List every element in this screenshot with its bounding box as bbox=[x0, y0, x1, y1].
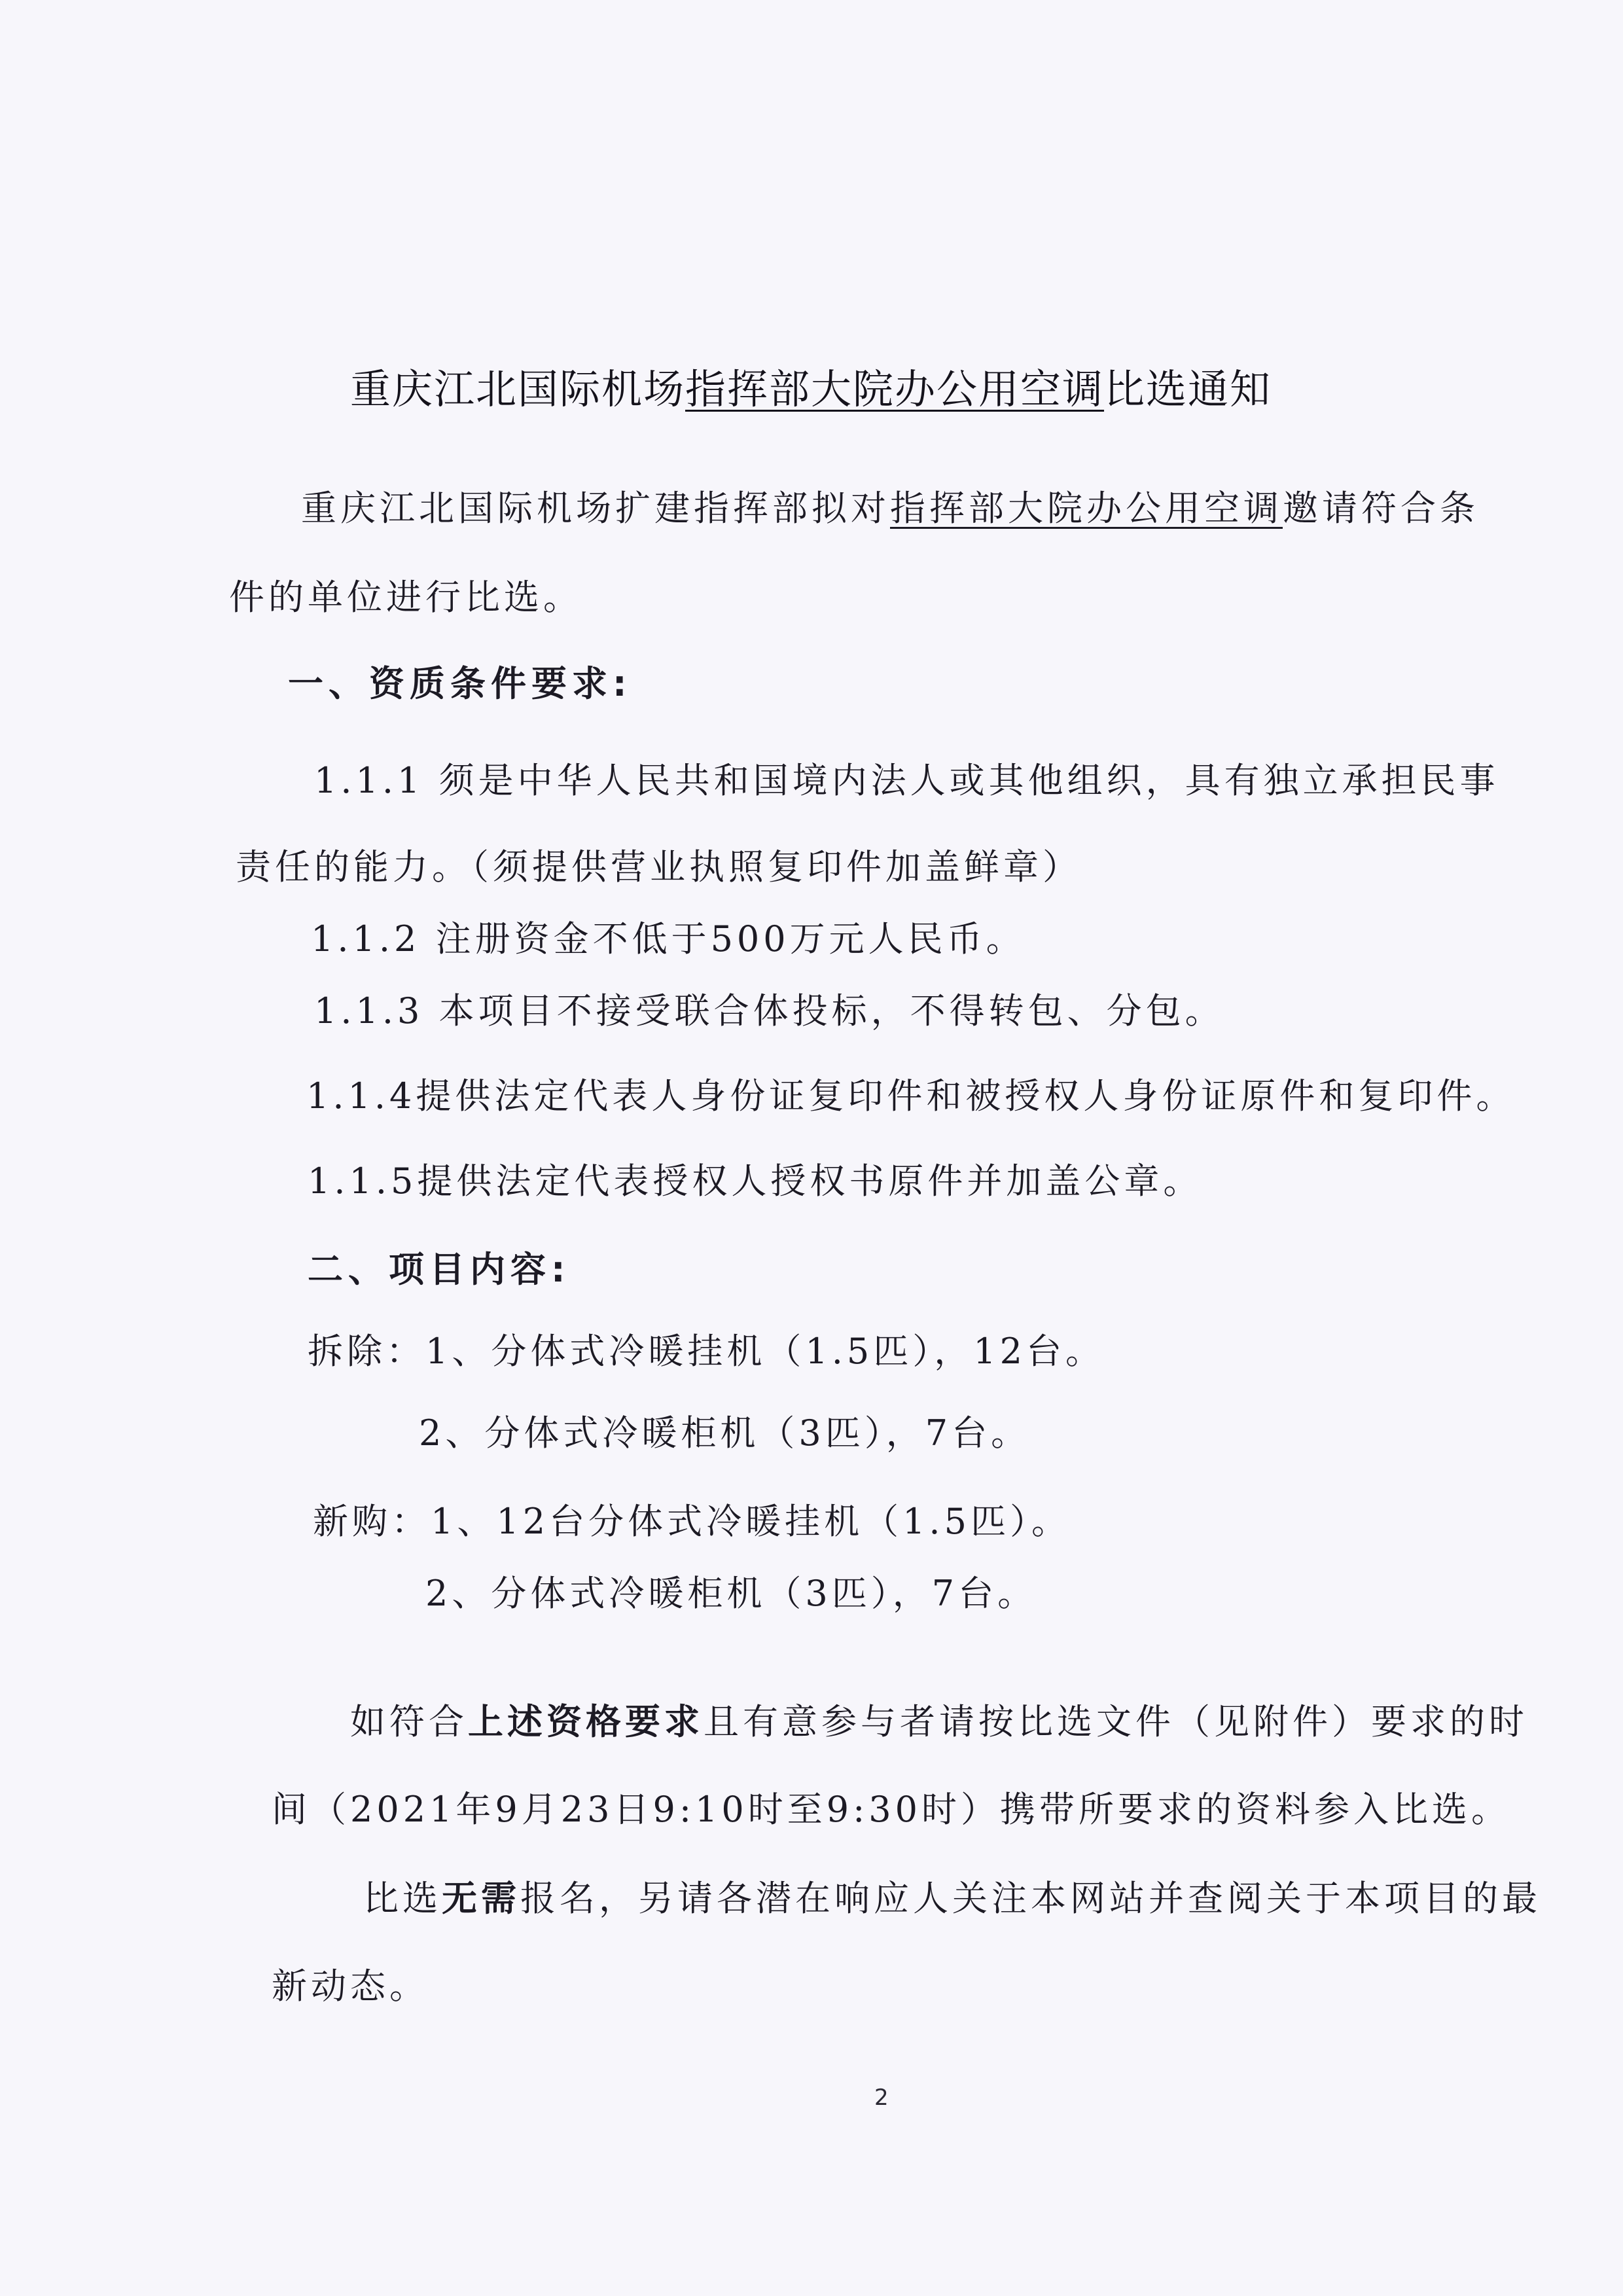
remove-item-1: 拆除：1、分体式冷暖挂机（1.5匹），12台。 bbox=[308, 1331, 1105, 1372]
title-part-2-underlined: 指挥部大院办公用空调 bbox=[685, 365, 1105, 413]
section-1-heading: 一、资质条件要求: bbox=[288, 663, 632, 704]
title-part-1: 重庆江北国际机场 bbox=[350, 365, 686, 413]
intro-line-1 bbox=[301, 486, 1479, 531]
intro-text-b: 邀请符合条 bbox=[1283, 488, 1479, 529]
paragraph-4-text-b: 报名，另请各潜在响应人关注本网站并查阅关于本项目的最 bbox=[520, 1878, 1541, 1919]
section-2-heading: 二、项目内容: bbox=[308, 1249, 571, 1290]
title-part-3: 比选通知 bbox=[1104, 365, 1272, 413]
intro-text-a: 重庆江北国际机场扩建指挥部拟对 bbox=[301, 488, 890, 529]
paragraph-3-line-1 bbox=[350, 1698, 1528, 1745]
page-number: 2 bbox=[874, 2085, 889, 2111]
paragraph-3-line-2: 间（2021年9月23日9:10时至9:30时）携带所要求的资料参入比选。 bbox=[272, 1789, 1511, 1830]
intro-text-underlined: 指挥部大院办公用空调 bbox=[890, 488, 1283, 529]
document-title bbox=[350, 363, 1272, 416]
paragraph-3-text-bold: 上述资格要求 bbox=[468, 1700, 704, 1742]
requirement-1-1-5: 1.1.5提供法定代表授权人授权书原件并加盖公章。 bbox=[308, 1160, 1203, 1202]
new-purchase-item-2: 2、分体式冷暖柜机（3匹），7台。 bbox=[425, 1573, 1037, 1614]
requirement-1-1-3: 1.1.3 本项目不接受联合体投标，不得转包、分包。 bbox=[314, 990, 1224, 1031]
paragraph-4-text-bold: 无需 bbox=[442, 1877, 520, 1919]
requirement-1-1-2: 1.1.2 注册资金不低于500万元人民币。 bbox=[311, 918, 1026, 960]
paragraph-4-line-1 bbox=[363, 1875, 1541, 1922]
intro-line-2: 件的单位进行比选。 bbox=[229, 577, 582, 618]
new-purchase-item-1: 新购：1、12台分体式冷暖挂机（1.5匹）。 bbox=[313, 1501, 1071, 1542]
requirement-1-1-1-line-2: 责任的能力。（须提供营业执照复印件加盖鲜章） bbox=[236, 846, 1082, 888]
remove-item-2: 2、分体式冷暖柜机（3匹），7台。 bbox=[419, 1412, 1031, 1454]
requirement-1-1-1-line-1: 1.1.1 须是中华人民共和国境内法人或其他组织，具有独立承担民事 bbox=[314, 760, 1499, 801]
paragraph-3-text-a: 如符合 bbox=[350, 1701, 468, 1742]
paragraph-3-text-b: 且有意参与者请按比选文件（见附件）要求的时 bbox=[704, 1701, 1528, 1742]
paragraph-4-text-a: 比选 bbox=[363, 1878, 442, 1919]
paragraph-4-line-2: 新动态。 bbox=[272, 1965, 429, 2007]
requirement-1-1-4: 1.1.4提供法定代表人身份证复印件和被授权人身份证原件和复印件。 bbox=[306, 1075, 1516, 1117]
